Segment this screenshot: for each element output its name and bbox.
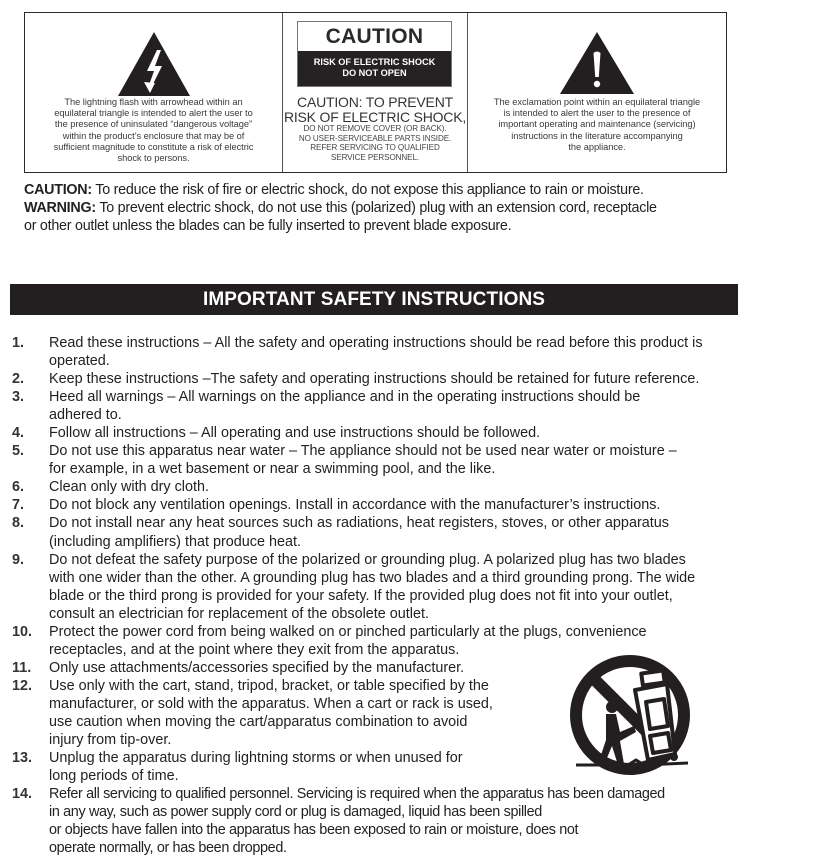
list-item: 13. Unplug the apparatus during lightning storms or when unused for long periods of time.	[12, 750, 463, 785]
caution-shock-bar: RISK OF ELECTRIC SHOCK DO NOT OPEN	[298, 51, 451, 86]
caution-title: CAUTION	[325, 25, 424, 48]
list-item: 11. Only use attachments/accessories specified by the manufacturer.	[12, 659, 465, 676]
warning-notice: WARNING: To prevent electric shock, do not use this (polarized) plug with an extension cord, receptacle	[24, 200, 657, 216]
list-item: 4. Follow all instructions – All operating and use instructions should be followed.	[12, 425, 541, 442]
list-item: 3. Heed all warnings – All warnings on the appliance and in the operating instructions should be adhered to.	[12, 389, 641, 424]
list-item: 6. Clean only with dry cloth.	[12, 479, 209, 496]
lightning-symbol-panel	[25, 13, 283, 172]
lightning-symbol-description: The lightning flash with arrowhead within an equilateral triangle is intended to alert the user to the presence of uninsulated “dangerous voltage” within the product’s enclosure that may be of sufficient magnitude to constitute a risk of electric shock to persons.	[53, 97, 254, 164]
exclamation-symbol-panel	[468, 13, 726, 172]
list-item: 9. Do not defeat the safety purpose of the polarized or grounding plug. A polarized plug has two blades with one wider than the other. A grounding plug has two blades and a third grounding prong. The wide blade or the third prong is provided for your safety. If the provided plug does not fit into your outlet, consult an electrician for replacement of the obsolete outlet.	[12, 551, 696, 622]
list-item: 10. Protect the power cord from being walked on or pinched particularly at the plugs, convenience receptacles, and at the point where they exit from the apparatus.	[12, 623, 647, 658]
list-item: 7. Do not block any ventilation openings. Install in accordance with the manufacturer’s instructions.	[12, 497, 661, 514]
caution-label	[297, 21, 452, 87]
exclamation-triangle-icon	[559, 31, 635, 95]
list-item: 8. Do not install near any heat sources such as radiations, heat registers, stoves, or other apparatus (including amplifiers) that produce heat.	[12, 515, 669, 550]
list-item: 14. Refer all servicing to qualified personnel. Servicing is required when the apparatus has been damaged in any way, such as power supply cord or plug is damaged, liquid has been spilled or objects have fallen into the apparatus has been exposed to rain or moisture, does not operate normally, or has been dropped.	[12, 786, 665, 857]
cart-tip-over-warning-icon	[562, 652, 698, 778]
list-item: 5. Do not use this apparatus near water – The appliance should not be used near water or moisture – for example, in a wet basement or near a swimming pool, and the like.	[12, 443, 677, 478]
safety-symbols-box	[24, 12, 727, 173]
list-item: 1. Read these instructions – All the safety and operating instructions should be read before this product is operated.	[12, 335, 703, 370]
caution-instructions: CAUTION: TO PREVENT RISK OF ELECTRIC SHOCK, DO NOT REMOVE COVER (OR BACK). NO USER-SERVICEABLE PARTS INSIDE. REFER SERVICING TO QUALIFIED SERVICE PERSONNEL.	[283, 94, 467, 162]
caution-notice: CAUTION: To reduce the risk of fire or electric shock, do not expose this appliance to rain or moisture.	[24, 182, 644, 198]
section-banner: IMPORTANT SAFETY INSTRUCTIONS	[10, 284, 738, 315]
list-item: 12. Use only with the cart, stand, tripod, bracket, or table specified by the manufacturer, or sold with the apparatus. When a cart or rack is used, use caution when moving the cart/apparatus combination to avoid injury from tip-over.	[12, 677, 493, 749]
caution-warning-notice	[24, 181, 744, 235]
lightning-triangle-icon	[117, 31, 191, 97]
exclamation-symbol-description: The exclamation point within an equilateral triangle is intended to alert the user to the presence of important operating and maintenance (servicing) instructions in the literature accompanying the appliance.	[493, 97, 701, 152]
safety-instructions-list	[12, 334, 752, 857]
warning-notice-continued: or other outlet unless the blades can be fully inserted to prevent blade exposure.	[24, 218, 512, 234]
list-item: 2. Keep these instructions –The safety and operating instructions should be retained for future reference.	[12, 371, 700, 388]
caution-label-panel	[283, 13, 468, 172]
